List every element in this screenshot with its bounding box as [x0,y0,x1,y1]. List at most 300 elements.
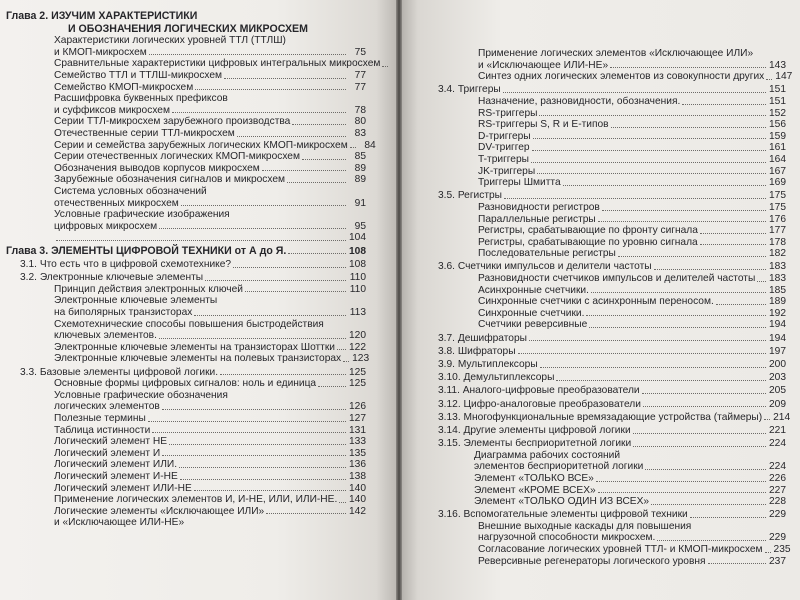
dot-leader [266,513,346,514]
toc-entry-title: 3.1. Что есть что в цифровой схемотехнике? [20,259,232,271]
toc-entry-title: Отечественные серии ТТЛ-микросхем [54,127,235,139]
toc-entry-title: Логический элемент ИЛИ. [54,459,178,471]
toc-page-number: 235 [773,544,791,556]
toc-page-number: 205 [769,385,786,397]
toc-page-number: 224 [769,438,786,450]
dot-leader [343,361,349,362]
toc-entry [6,209,366,221]
toc-entry-title: логических элементов [54,401,160,413]
toc-entry-title: Серии и семейства зарубежных логических КМОП-микросхем [54,139,348,151]
toc-entry [438,461,786,473]
toc-entry [6,390,366,402]
dot-leader [651,504,766,505]
toc-entry-title: 3.16. Вспомогательные элементы цифровой техники [438,509,688,521]
toc-entry-title: Глава 2. ИЗУЧИМ ХАРАКТЕРИСТИКИ [6,9,198,22]
toc-entry [6,259,366,271]
toc-entry-title: ключевых элементов. [54,330,157,342]
toc-page-number: 89 [354,162,366,174]
toc-entry-title: Внешние выходные каскады для повышения [478,520,692,532]
toc-entry-title: DV-триггер [478,142,530,154]
toc-entry [438,411,791,424]
toc-entry [6,401,366,413]
toc-entry [438,333,786,345]
toc-entry [6,295,366,307]
toc-entry [6,330,366,342]
dot-leader [302,159,346,160]
toc-entry-title: T-триггеры [478,153,529,165]
toc-entry [6,284,366,296]
toc-page-number: 77 [354,81,366,93]
dot-leader [180,479,346,480]
toc-entry-title: Диаграмма рабочих состояний [474,449,621,461]
toc-entry [438,48,786,60]
toc-entry [438,544,791,556]
dot-leader [532,150,766,151]
toc-page-number: 178 [769,236,786,248]
dot-leader [382,66,388,67]
dot-leader [716,304,766,305]
toc-entry-title: 3.10. Демультиплексоры [438,372,555,384]
dot-leader [220,374,346,375]
dot-leader [690,517,766,518]
toc-entry [438,202,786,214]
toc-page-number: 209 [769,398,786,410]
toc-page-number: 192 [769,307,786,319]
dot-leader [602,210,766,211]
toc-entry [438,438,786,450]
toc-page-number: 135 [349,447,366,459]
toc-entry [438,296,786,308]
toc-entry [6,307,366,319]
dot-leader [531,162,766,163]
toc-entry [6,10,366,22]
toc-entry [6,47,366,59]
dot-leader [195,89,346,90]
toc-page-number: 175 [769,190,786,202]
toc-entry [6,139,376,152]
toc-entry-title: Согласование логических уровней ТТЛ- и КМОП-микросхем [478,544,763,556]
dot-leader [633,433,766,434]
dot-leader [766,79,772,80]
toc-entry-title: Полезные термины [54,412,146,424]
toc-entry [438,108,786,120]
toc-entry [438,556,786,568]
toc-entry-title: Электронные ключевые элементы на полевых транзисторах [54,353,342,365]
toc-entry [6,342,366,354]
toc-entry [438,154,786,166]
toc-entry-title: Система условных обозначений [54,185,207,197]
dot-leader [529,340,766,341]
toc-page-number: 175 [769,201,786,213]
toc-entry [6,70,366,82]
toc-page-number: 177 [769,225,786,237]
toc-entry-title: Семейство КМОП-микросхем [54,81,194,93]
toc-entry-title: нагрузочной способности микросхем. [478,532,656,544]
dot-leader [149,54,346,55]
dot-leader [708,563,767,564]
toc-entry [438,131,786,143]
toc-entry-title: Зарубежные обозначения сигналов и микросхем [54,174,286,186]
toc-entry-title: и «Исключающее ИЛИ-НЕ» [54,517,185,529]
toc-entry-title: Регистры, срабатывающие по фронту сигнала [478,225,698,237]
dot-leader [179,467,346,468]
toc-entry-title: 3.2. Электронные ключевые элементы [20,272,204,284]
toc-page-number: 169 [769,177,786,189]
toc-page-number: 176 [769,213,786,225]
toc-page-number: 110 [349,283,366,295]
dot-leader [642,393,766,394]
toc-entry [438,190,786,202]
dot-leader [610,67,766,68]
toc-entry-title: Серии ТТЛ-микросхем зарубежного производства [54,116,291,128]
toc-page-number: 159 [769,130,786,142]
toc-entry [6,186,366,198]
toc-page-number: 143 [769,59,786,71]
toc-entry-title: и суффиксов микросхем [54,104,170,116]
toc-page-number: 80 [354,116,366,128]
toc-entry [438,261,786,273]
dot-leader [194,490,346,491]
toc-entry-title: RS-триггеры S, R и E-типов [478,119,609,131]
toc-entry-title: на биполярных транзисторах [54,307,193,319]
toc-entry [6,174,366,186]
dot-leader [589,327,766,328]
toc-entry [6,272,366,284]
dot-leader [159,228,346,229]
toc-page-number: 200 [769,359,786,370]
toc-page-number: 161 [769,142,786,154]
toc-entry-title: 3.13. Многофункциональные времязадающие устройства (таймеры) [438,411,763,423]
toc-entry-title: Регистры, срабатывающие по уровню сигнала [478,236,698,248]
dot-leader [563,185,766,186]
toc-entry [438,248,786,260]
toc-entry [6,116,366,128]
toc-entry [6,163,366,175]
toc-entry-title: Логический элемент И [54,447,161,459]
toc-page-number: 110 [349,272,366,284]
toc-entry-title: Серии отечественных логических КМОП-микросхем [54,151,300,163]
toc-entry-title: 3.8. Шифраторы [438,345,516,357]
toc-entry-title: Параллельные регистры [478,213,596,225]
toc-page-number: 183 [769,261,786,273]
dot-leader [586,315,766,316]
dot-leader [757,281,766,282]
toc-page-number: 221 [769,424,786,436]
toc-page-number: 140 [349,494,366,506]
toc-page-number: 108 [349,245,366,257]
toc-entry-title: Логический элемент И-НЕ [54,470,178,482]
toc-entry-title: Элемент «ТОЛЬКО ОДИН ИЗ ВСЕХ» [474,496,650,508]
toc-page-number: 138 [349,470,366,482]
toc-page-number: 142 [349,505,366,517]
toc-page-number: 227 [769,484,786,496]
toc-entry [438,473,786,485]
toc-entry [438,166,786,178]
toc-entry-title: Разновидности счетчиков импульсов и делителей частоты [478,273,756,285]
dot-leader [657,540,766,541]
dot-leader [172,112,346,113]
toc-entry-title: 3.3. Базовые элементы цифровой логики. [20,366,219,378]
right-toc-list [438,48,793,567]
toc-entry-title: Элемент «ТОЛЬКО ВСЕ» [474,472,594,484]
toc-entry-title: Синхронные счетчики с асинхронным переносом. [478,296,714,308]
toc-page-number: 104 [349,232,366,244]
dot-leader [598,492,766,493]
toc-entry-title: Сравнительные характеристики цифровых интегральных микросхем [54,58,381,70]
toc-entry-title: 3.11. Аналого-цифровые преобразователи [438,385,640,397]
toc-entry [438,285,786,297]
toc-entry [438,359,786,371]
toc-entry [438,485,786,497]
toc-entry [6,35,366,47]
dot-leader [162,409,346,410]
dot-leader [262,170,346,171]
toc-entry-title: Основные формы цифровых сигналов: ноль и единица [54,378,317,390]
toc-page-number: 85 [354,151,366,163]
toc-entry [438,450,786,462]
toc-entry-title: Синхронные счетчики. [478,307,585,319]
toc-page-number: 214 [773,411,791,423]
toc-entry [6,23,366,35]
dot-leader [287,182,346,183]
toc-entry [6,353,370,365]
dot-leader [339,502,346,503]
toc-entry-title: Логический элемент НЕ [54,436,168,448]
toc-page-number: 140 [349,482,366,494]
toc-entry [438,119,786,131]
toc-page-number: 133 [349,436,366,448]
toc-page-number: 229 [769,532,786,544]
toc-entry-title: Разновидности регистров [478,201,600,213]
toc-page-number: 84 [364,139,376,151]
toc-entry-title: 3.7. Дешифраторы [438,332,527,344]
toc-entry [438,509,786,521]
toc-page-number: 95 [354,220,366,232]
toc-entry [6,245,366,257]
toc-page-number: 125 [349,366,366,378]
toc-entry [438,142,786,154]
toc-entry [6,58,381,70]
toc-page-number: 183 [769,273,786,285]
dot-leader [337,349,346,350]
toc-page-number: 75 [354,46,366,58]
toc-entry-title: Условные графические обозначения [54,389,228,401]
toc-entry-title: Электронные ключевые элементы [54,295,218,307]
toc-entry [6,151,366,163]
right-page [402,0,800,600]
toc-entry-title: Обозначения выводов корпусов микросхем [54,162,260,174]
toc-entry [438,273,786,285]
dot-leader [591,292,766,293]
dot-leader [643,406,766,407]
toc-entry-title: 3.12. Цифро-аналоговые преобразователи [438,398,641,410]
toc-page-number: 182 [769,248,786,260]
toc-entry [438,214,786,226]
toc-entry-title: Применение логических элементов «Исключающее ИЛИ» [478,48,754,59]
toc-entry-title: Счетчики реверсивные [478,319,588,331]
dot-leader [350,147,356,148]
toc-entry [438,96,786,108]
dot-leader [181,205,346,206]
toc-entry [6,483,366,495]
toc-entry-title: Триггеры Шмитта [478,177,561,189]
toc-entry [438,425,786,437]
toc-page-number: 78 [354,104,366,116]
toc-entry-title: RS-триггеры [478,107,538,119]
dot-leader [556,380,766,381]
toc-entry-title: Реверсивные регенераторы логического уровня [478,555,706,567]
left-toc-list [6,9,381,529]
toc-entry [6,319,366,331]
toc-entry [438,308,786,320]
toc-page-number: 77 [354,69,366,81]
toc-entry-title: Последовательные регистры [478,248,616,260]
toc-page-number: 237 [769,555,786,567]
toc-entry [6,232,366,244]
dot-leader [224,78,346,79]
toc-entry [6,436,366,448]
toc-entry [6,82,366,94]
toc-entry [438,60,786,72]
dot-leader [162,455,346,456]
toc-entry [438,532,786,544]
toc-entry [438,346,786,358]
dot-leader [245,291,346,292]
toc-entry-title: цифровых микросхем [54,220,158,232]
toc-page-number: 151 [769,95,786,107]
toc-page-number: 108 [349,259,366,271]
toc-entry-title: Асинхронные счетчики. [478,284,589,296]
dot-leader [654,269,766,270]
toc-entry-title: Логический элемент ИЛИ-НЕ [54,482,192,494]
toc-entry [6,93,366,105]
toc-page-number: 147 [775,71,793,83]
toc-entry [438,177,786,189]
toc-entry-title: 3.5. Регистры [438,190,502,202]
toc-entry-title: Расшифровка буквенных префиксов [54,93,228,105]
dot-leader [596,481,766,482]
toc-entry [438,385,786,397]
dot-leader [700,233,766,234]
toc-entry [438,84,786,96]
toc-entry [438,225,786,237]
toc-page-number: 113 [349,307,366,319]
toc-entry [6,425,366,437]
toc-page-number: 226 [769,472,786,484]
toc-page-number: 185 [769,284,786,296]
toc-entry-title: Назначение, разновидности, обозначения. [478,95,681,107]
dot-leader [237,136,346,137]
toc-entry-title: Семейство ТТЛ и ТТЛШ-микросхем [54,69,223,81]
dot-leader [518,353,766,354]
left-page [0,0,396,600]
dot-leader [504,198,766,199]
toc-entry-title: и КМОП-микросхем [54,46,147,58]
toc-entry-title: Условные графические изображения [54,209,230,221]
toc-entry [6,367,366,379]
toc-entry-title: JK-триггеры [478,165,536,177]
toc-page-number: 123 [352,353,370,365]
toc-page-number: 89 [354,174,366,186]
toc-entry [6,413,366,425]
toc-page-number: 194 [769,319,786,331]
toc-entry-title: 3.9. Мультиплексоры [438,359,538,370]
toc-page-number: 194 [769,332,786,344]
toc-entry [438,496,786,508]
dot-leader [194,315,346,316]
toc-page-number: 151 [769,84,786,96]
toc-page-number: 120 [349,330,366,342]
toc-entry-title: Характеристики логических уровней ТТЛ (ТТЛШ) [54,35,286,47]
dot-leader [764,419,770,420]
toc-entry [6,506,366,518]
dot-leader [682,104,766,105]
toc-entry [438,372,786,384]
dot-leader [539,115,766,116]
toc-entry [438,399,786,411]
toc-page-number: 228 [769,496,786,508]
toc-entry-title: Глава 3. ЭЛЕМЕНТЫ ЦИФРОВОЙ ТЕХНИКИ от А до Я. [6,245,287,258]
toc-entry-title: 3.15. Элементы бесприоритетной логики [438,438,632,450]
toc-entry-title: Применение логических элементов И, И-НЕ, ИЛИ, ИЛИ-НЕ. [54,494,338,506]
dot-leader [633,446,766,447]
toc-entry [6,105,366,117]
toc-page-number: 224 [769,461,786,473]
toc-entry-title: Электронные ключевые элементы на транзисторах Шоттки [54,341,336,353]
toc-page-number: 203 [769,372,786,384]
toc-entry [6,378,366,390]
toc-page-number: 126 [349,401,366,413]
toc-page-number: 127 [349,412,366,424]
toc-entry-title: 3.14. Другие элементы цифровой логики [438,424,631,436]
toc-entry-title: Схемотехнические способы повышения быстродействия [54,318,324,330]
toc-page-number: 125 [349,378,366,390]
dot-leader [233,267,346,268]
toc-entry [438,319,786,331]
toc-entry [6,517,366,529]
dot-leader [533,138,766,139]
dot-leader [292,124,346,125]
dot-leader [540,367,766,368]
toc-entry-title: Таблица истинности [54,424,151,436]
toc-page-number: 167 [769,165,786,177]
toc-entry [6,459,366,471]
toc-entry [6,494,366,506]
toc-page-number: 152 [769,107,786,119]
toc-page-number: 91 [354,197,366,209]
dot-leader [148,421,346,422]
toc-entry [6,128,366,140]
toc-entry-title: 3.6. Счетчики импульсов и делители частоты [438,261,652,273]
toc-page-number: 164 [769,153,786,165]
toc-page-number: 83 [354,127,366,139]
toc-entry-title: Синтез одних логических элементов из совокупности других [478,71,765,83]
dot-leader [159,338,346,339]
toc-page-number: 131 [349,424,366,436]
dot-leader [700,244,766,245]
toc-entry-title: Принцип действия электронных ключей [54,283,243,295]
toc-entry-title: 3.4. Триггеры [438,84,501,96]
dot-leader [288,253,346,254]
dot-leader [765,552,771,553]
toc-entry-title: Логические элементы «Исключающее ИЛИ» [54,505,265,517]
toc-entry [6,198,366,210]
toc-entry [6,471,366,483]
toc-entry [438,71,793,83]
toc-entry-title: Элемент «КРОМЕ ВСЕХ» [474,484,596,496]
toc-page-number: 136 [349,459,366,471]
dot-leader [618,256,766,257]
